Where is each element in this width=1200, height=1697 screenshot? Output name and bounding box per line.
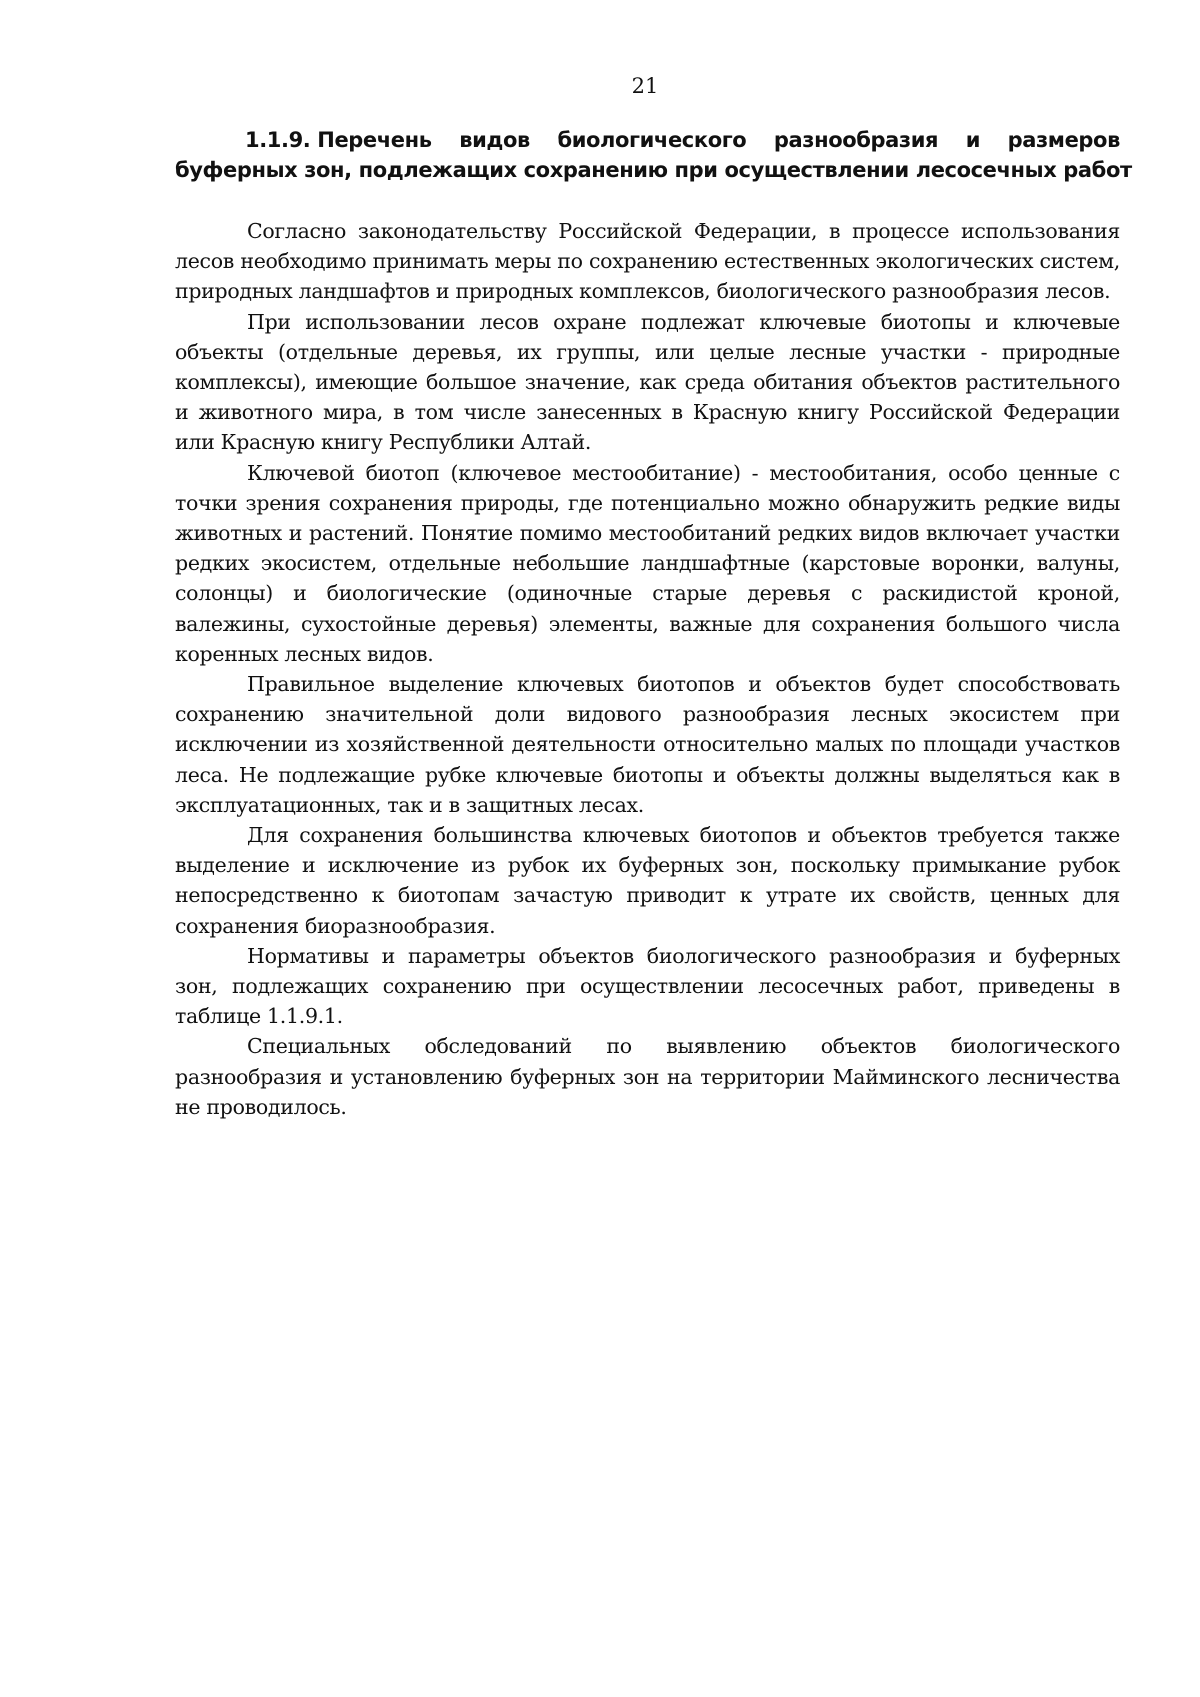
heading-word: и xyxy=(965,128,981,152)
heading-word: размеров xyxy=(1007,128,1120,152)
heading-word: видов xyxy=(459,128,530,152)
section-heading-line-2: буферных зон, подлежащих сохранению при осуществлении лесосечных работ xyxy=(175,158,1132,182)
paragraph: Для сохранения большинства ключевых биотопов и объектов требуется также выделение и исключение из рубок их буферных зон, поскольку примыкание рубок непосредственно к биотопам зачастую приводит к утрате их свойств, ценных для сохранения биоразнообразия. xyxy=(175,823,1120,938)
body-text xyxy=(175,216,1120,1122)
paragraph: При использовании лесов охране подлежат ключевые биотопы и ключевые объекты (отдельные деревья, их группы, или целые лесные участки - природные комплексы), имеющие большое значение, как среда обитания объектов растительного и животного мира, в том числе занесенных в Красную книгу Российской Федерации или Красную книгу Республики Алтай. xyxy=(175,309,1120,455)
paragraph: Нормативы и параметры объектов биологического разнообразия и буферных зон, подлежащих сохранению при осуществлении лесосечных работ, приведены в таблице 1.1.9.1. xyxy=(175,943,1120,1029)
heading-word: 1.1.9. Перечень xyxy=(245,128,432,152)
paragraph: Ключевой биотоп (ключевое местообитание) - местообитания, особо ценные с точки зрения сохранения природы, где потенциально можно обнаружить редкие виды животных и растений. Понятие помимо местообитаний редких видов включает участки редких экосистем, отдельные небольшие ландшафтные (карстовые воронки, валуны, солонцы) и биологические (одиночные старые деревья с раскидистой кроной, валежины, сухостойные деревья) элементы, важные для сохранения большого числа коренных лесных видов. xyxy=(175,460,1120,666)
page-number: 21 xyxy=(631,74,659,98)
page-content xyxy=(175,125,1132,1122)
section-heading xyxy=(175,125,1132,185)
section-heading-line-1 xyxy=(175,125,1120,155)
paragraph: Специальных обследований по выявлению объектов биологического разнообразия и установлению буферных зон на территории Майминского лесничества не проводилось. xyxy=(175,1034,1120,1119)
heading-word: разнообразия xyxy=(773,128,939,152)
paragraph: Согласно законодательству Российской Федерации, в процессе использования лесов необходимо принимать меры по сохранению естественных экологических систем, природных ландшафтов и природных комплексов, биологического разнообразия лесов. xyxy=(175,219,1120,304)
paragraph: Правильное выделение ключевых биотопов и объектов будет способствовать сохранению значительной доли видового разнообразия лесных экосистем при исключении из хозяйственной деятельности относительно малых по площади участков леса. Не подлежащие рубке ключевые биотопы и объекты должны выделяться как в эксплуатационных, так и в защитных лесах. xyxy=(175,672,1120,817)
heading-word: биологического xyxy=(557,128,747,152)
